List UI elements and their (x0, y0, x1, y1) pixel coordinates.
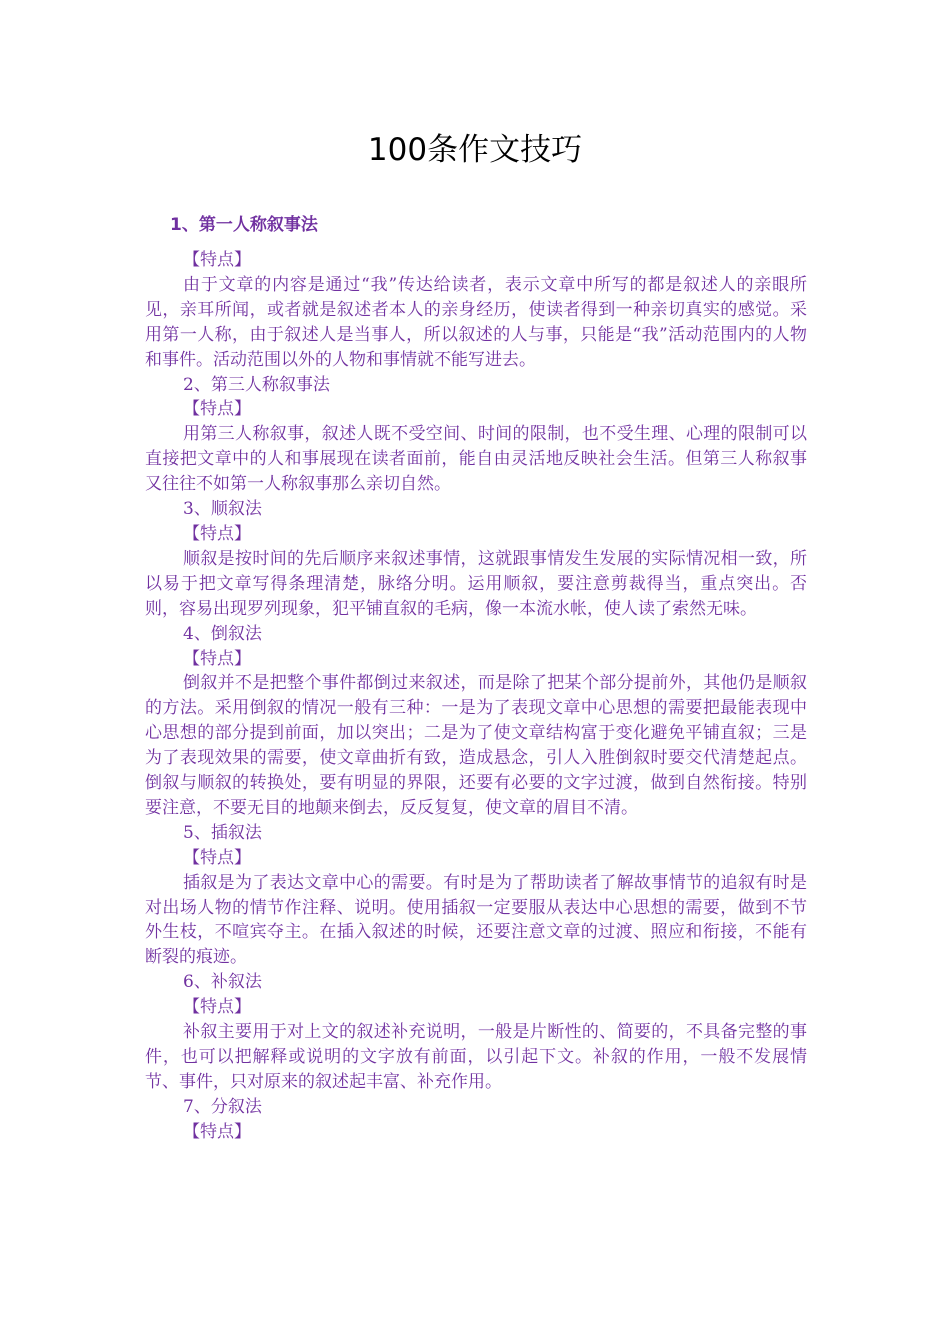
feature-label: 【特点】 (183, 997, 251, 1018)
section-heading-4: 4、倒叙法 (183, 623, 262, 644)
section-heading-5: 5、插叙法 (183, 822, 262, 843)
section-heading-2: 2、第三人称叙事法 (183, 374, 330, 395)
feature-label: 【特点】 (183, 648, 251, 669)
section-heading-7: 7、分叙法 (183, 1096, 262, 1117)
feature-label: 【特点】 (183, 523, 251, 544)
document-body (145, 248, 807, 1145)
paragraph: 由于文章的内容是通过“我”传达给读者，表示文章中所写的都是叙述人的亲眼所见，亲耳所闻，或者就是叙述者本人的亲身经历，使读者得到一种亲切真实的感觉。采用第一人称，由于叙述人是当事人，所以叙述的人与事，只能是“我”活动范围内的人物和事件。活动范围以外的人物和事情就不能写进去。 (145, 274, 807, 370)
feature-label: 【特点】 (183, 399, 251, 420)
feature-label: 【特点】 (183, 1121, 251, 1142)
paragraph: 顺叙是按时间的先后顺序来叙述事情，这就跟事情发生发展的实际情况相一致，所以易于把文章写得条理清楚，脉络分明。运用顺叙，要注意剪裁得当，重点突出。否则，容易出现罗列现象，犯平铺直叙的毛病，像一本流水帐，使人读了索然无味。 (145, 548, 807, 619)
section-heading-1: 1、第一人称叙事法 (170, 215, 318, 235)
feature-label: 【特点】 (183, 847, 251, 868)
document-title: 100条作文技巧 (367, 132, 583, 168)
section-heading-3: 3、顺叙法 (183, 499, 262, 520)
section-heading-6: 6、补叙法 (183, 972, 262, 993)
paragraph: 补叙主要用于对上文的叙述补充说明，一般是片断性的、简要的，不具备完整的事件，也可以把解释或说明的文字放有前面，以引起下文。补叙的作用，一般不发展情节、事件，只对原来的叙述起丰富、补充作用。 (145, 1022, 807, 1092)
paragraph: 倒叙并不是把整个事件都倒过来叙述，而是除了把某个部分提前外，其他仍是顺叙的方法。采用倒叙的情况一般有三种：一是为了表现文章中心思想的需要把最能表现中心思想的部分提到前面，加以突出；二是为了使文章结构富于变化避免平铺直叙；三是为了表现效果的需要，使文章曲折有致，造成悬念，引人入胜倒叙时要交代清楚起点。倒叙与顺叙的转换处，要有明显的界限，还要有必要的文字过渡，做到自然衔接。特别要注意，不要无目的地颠来倒去，反反复复，使文章的眉目不清。 (145, 673, 807, 818)
feature-label: 【特点】 (183, 250, 251, 270)
paragraph: 用第三人称叙事，叙述人既不受空间、时间的限制，也不受生理、心理的限制可以直接把文章中的人和事展现在读者面前，能自由灵活地反映社会生活。但第三人称叙事又往往不如第一人称叙事那么亲切自然。 (145, 424, 807, 495)
paragraph: 插叙是为了表达文章中心的需要。有时是为了帮助读者了解故事情节的追叙有时是对出场人物的情节作注释、说明。使用插叙一定要服从表达中心思想的需要，做到不节外生枝，不喧宾夺主。在插入叙述的时候，还要注意文章的过渡、照应和衔接，不能有断裂的痕迹。 (145, 872, 807, 968)
